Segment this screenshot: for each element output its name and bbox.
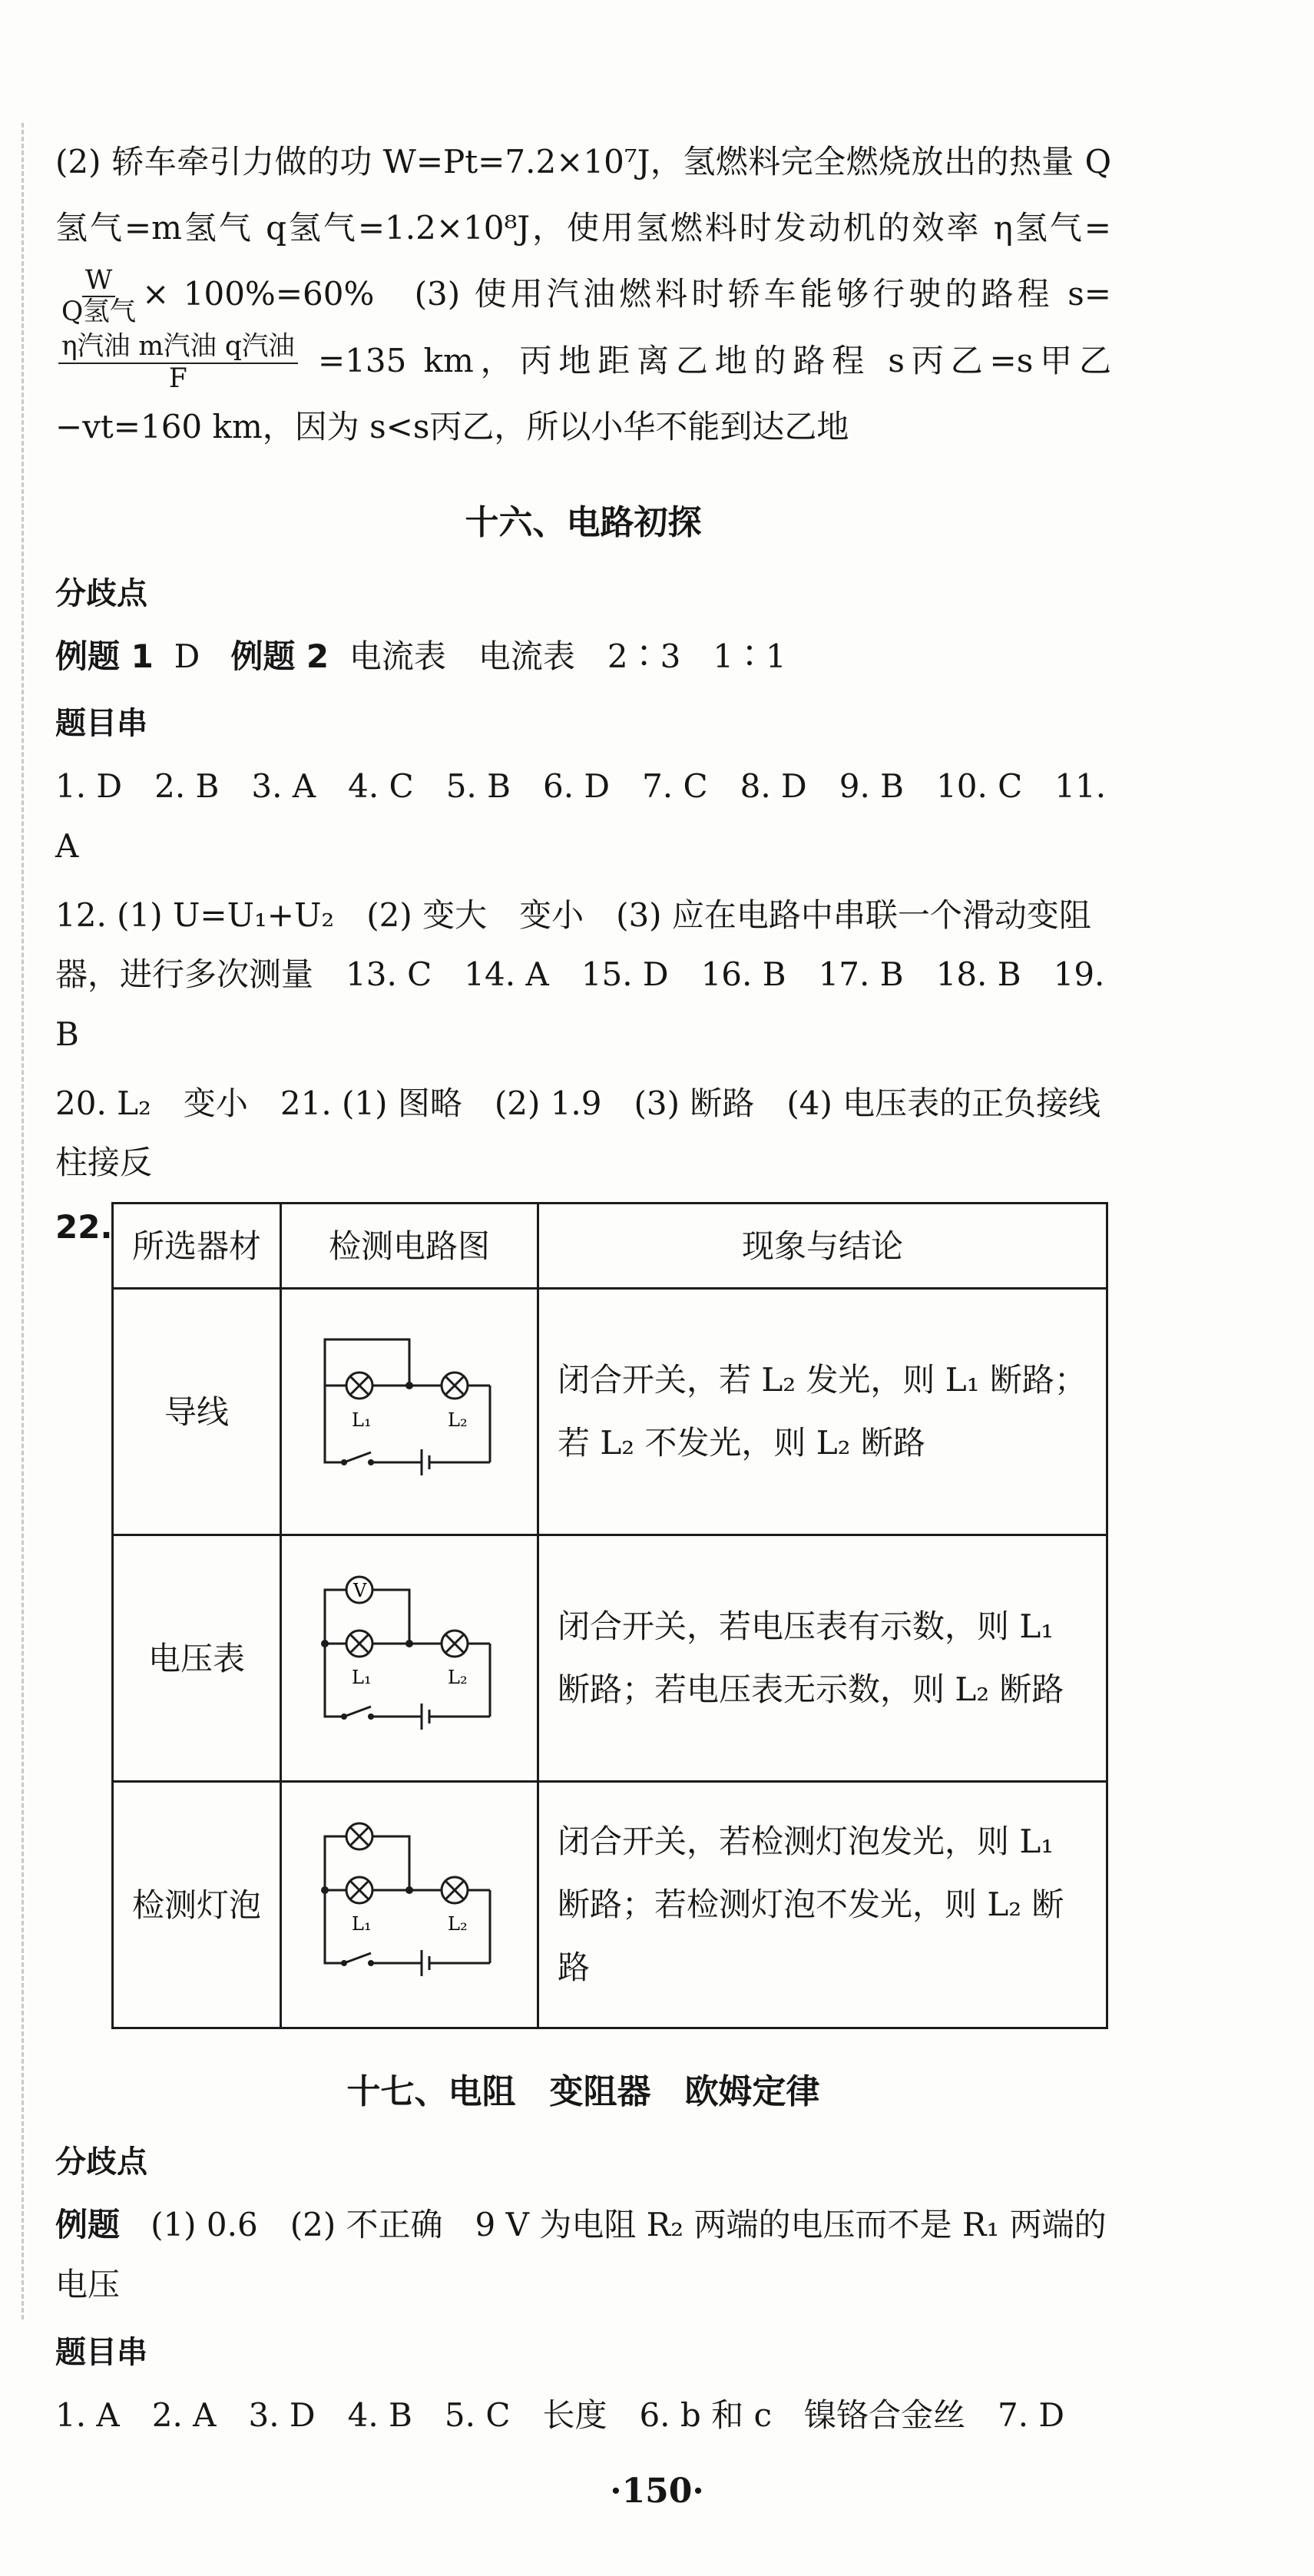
material-voltmeter: 电压表	[113, 1535, 281, 1782]
lamp-l1-label: L₁	[352, 1913, 372, 1935]
table-row	[113, 1782, 1107, 2028]
efficiency-denominator: Q氢气	[61, 296, 137, 328]
voltmeter-label: V	[353, 1580, 367, 1602]
page-number: ·150·	[610, 2472, 704, 2511]
result-voltmeter: 闭合开关，若电压表有示数，则 L₁ 断路；若电压表无示数，则 L₂ 断路	[538, 1535, 1107, 1782]
section-17-fenqi-heading: 分歧点	[55, 2144, 147, 2180]
distance-numerator: η汽油 m汽油 q汽油	[58, 332, 298, 364]
diagram-cell	[281, 1535, 538, 1782]
intro-line-3: 100%=60% (3) 使用汽油燃料时轿车能够行驶的路程 s=	[183, 275, 1111, 313]
section-16-timu-heading: 题目串	[55, 706, 147, 742]
table-header-row	[113, 1204, 1107, 1289]
voltmeter-circuit-diagram	[309, 1567, 509, 1736]
lamp-l1-icon	[346, 1631, 372, 1657]
header-result: 现象与结论	[538, 1204, 1107, 1289]
material-wire: 导线	[113, 1289, 281, 1535]
section-17-title: 十七、电阻 变阻器 欧姆定律	[346, 2072, 820, 2112]
answers-line-3: 20. L₂ 变小 21. (1) 图略 (2) 1.9 (3) 断路 (4) 电压表的正负接线柱接反	[55, 1084, 1101, 1182]
lamp-l2-icon	[442, 1877, 468, 1903]
result-test-lamp: 闭合开关，若检测灯泡发光，则 L₁ 断路；若检测灯泡不发光，则 L₂ 断路	[538, 1782, 1107, 2028]
lamp-l2-label: L₂	[448, 1913, 468, 1935]
diagram-cell	[281, 1289, 538, 1535]
distance-denominator: F	[168, 363, 187, 394]
section-16-title: 十六、电路初探	[465, 503, 702, 543]
intro-paragraph	[55, 129, 1111, 460]
answers-line-1: 1. D 2. B 3. A 4. C 5. B 6. D 7. C 8. D 9. B 10. C 11. A	[55, 767, 1107, 866]
example-label: 例题	[55, 2206, 121, 2244]
lamp-l1-icon	[346, 1877, 372, 1903]
example-2-answer: 电流表 电流表 2∶3 1∶1	[349, 637, 786, 675]
example-2-label: 例题 2	[230, 637, 329, 675]
table-row	[113, 1535, 1107, 1782]
lamp-l1-label: L₁	[352, 1409, 372, 1432]
section-16-fenqi-heading: 分歧点	[55, 575, 147, 611]
efficiency-fraction	[58, 266, 139, 328]
test-lamp-circuit-diagram	[309, 1813, 509, 1982]
page-content	[55, 129, 1111, 2454]
question-22	[55, 1202, 1111, 2029]
material-test-lamp: 检测灯泡	[113, 1782, 281, 2028]
lamp-l2-icon	[442, 1372, 468, 1399]
lamp-l2-label: L₂	[448, 1667, 468, 1689]
answers-line-2: 12. (1) U=U₁+U₂ (2) 变大 变小 (3) 应在电路中串联一个滑动变阻器，进行多次测量 13. C 14. A 15. D 16. B 17. B 18. B 19. B	[55, 896, 1105, 1054]
wire-circuit-diagram	[309, 1328, 509, 1482]
section-16-examples	[55, 627, 1111, 687]
section-17-example	[55, 2195, 1111, 2314]
question-22-label: 22.	[55, 1208, 113, 1247]
lamp-l1-label: L₁	[352, 1667, 372, 1689]
example-1-label: 例题 1	[55, 637, 154, 675]
header-material: 所选器材	[113, 1204, 281, 1289]
lamp-l1-icon	[346, 1372, 372, 1399]
intro-times-sign: ×	[142, 275, 170, 313]
test-lamp-icon	[346, 1823, 372, 1849]
header-diagram: 检测电路图	[281, 1204, 538, 1289]
example-answer: (1) 0.6 (2) 不正确 9 V 为电阻 R₂ 两端的电压而不是 R₁ 两端的电压	[55, 2206, 1107, 2304]
example-1-answer: D	[174, 637, 200, 675]
voltmeter-icon	[346, 1577, 372, 1603]
section-17-timu-heading: 题目串	[55, 2334, 147, 2370]
section-17-answers-line-1: 1. A 2. A 3. D 4. B 5. C 长度 6. b 和 c 镍铬合金丝 7. D	[55, 2396, 1065, 2434]
intro-line-2: Q氢气=m氢气 q氢气=1.2×10⁸J，使用氢燃料时发动机的效率 η氢气=	[55, 143, 1111, 247]
intro-line-4: =135 km，丙地距离乙地的路程 s丙乙=s甲乙−vt=160 km，因为 s<s丙乙，所以小华不能到达乙地	[55, 341, 1111, 446]
efficiency-numerator: W	[82, 266, 115, 298]
table-row	[113, 1289, 1107, 1535]
result-wire: 闭合开关，若 L₂ 发光，则 L₁ 断路；若 L₂ 不发光，则 L₂ 断路	[538, 1289, 1107, 1535]
lamp-l2-icon	[442, 1631, 468, 1657]
intro-line-1: (2) 轿车牵引力做的功 W=Pt=7.2×10⁷J，氢燃料完全燃烧放出的热量	[55, 143, 1074, 180]
distance-fraction	[58, 332, 298, 394]
diagram-cell	[281, 1782, 538, 2028]
binding-margin-line	[22, 123, 24, 2319]
detection-table	[111, 1202, 1108, 2029]
lamp-l2-label: L₂	[448, 1409, 468, 1432]
